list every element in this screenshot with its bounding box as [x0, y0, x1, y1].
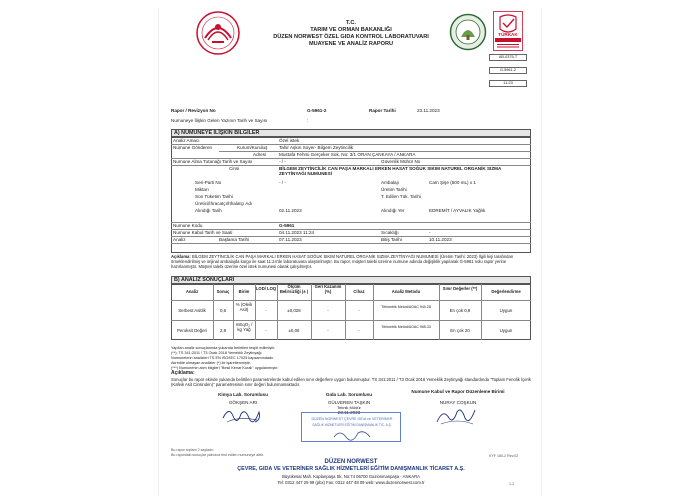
sample-code-value: G-5961: [279, 223, 295, 228]
sig2-sub: Teknik Müdür: [337, 405, 361, 410]
accept-value: 04.11.2023 11:24: [279, 230, 315, 235]
row1-analysis: Serbest Asitlik: [178, 308, 206, 313]
row2-device: -: [358, 328, 360, 333]
package-value: Cam Şişe (500 mL) x 1: [429, 180, 476, 185]
temperature-label: Sıcaklığı: [381, 230, 399, 235]
footer-address: Büyükesat Mah. Kaplanpaşa Sk. No:74 06700 Gaziosmanpaşa - ANKARA: [282, 474, 420, 479]
col-evaluation: Değerlendirme: [491, 289, 521, 294]
signature-1-icon: [221, 404, 265, 426]
revision-value: G-5961-2: [307, 108, 327, 113]
end-date-value: 10.11.2023: [429, 237, 452, 242]
note-2: (**): TS 341:2011 / T3 Ocak 2018 Yemeklik Zeytinyağı: [171, 351, 262, 355]
signature-3-icon: [433, 404, 479, 428]
lot-label: Seri-Parti No: [195, 180, 222, 185]
row1-limit: En çok 0,8: [449, 308, 471, 313]
header-country: T.C.: [346, 20, 356, 26]
header-lab: DÜZEN NORWEST ÖZEL GIDA KONTROL LABORATUVARI: [273, 34, 429, 40]
start-date-label: Başlama Tarihi: [219, 237, 250, 242]
section-a-title: A) NUMUNEYE İLİŞKİN BİLGİLER: [171, 129, 531, 137]
row2-analysis: Peroksit Değeri: [176, 328, 207, 333]
row2-unit: mEqO₂ / kg Yağ: [235, 322, 253, 332]
row2-lod: -: [265, 328, 267, 333]
ref-number-2: 11-23: [489, 80, 527, 87]
col-method: Analiz Metodu: [391, 289, 421, 294]
sig3-title: Numune Kabul ve Rapor Düzenleme Birimi: [411, 389, 505, 394]
received-date-label: Alındığı Tarih: [195, 208, 222, 213]
col-lod: LOD/ LOQ: [255, 286, 277, 291]
row2-evaluation: Uygun: [499, 328, 513, 333]
row1-device: -: [358, 308, 360, 313]
row1-recovery: -: [327, 308, 329, 313]
request-value: :: [307, 118, 309, 123]
expiry-label: Son Tüketim Tarihi: [195, 194, 233, 199]
accreditation-code: AB-0375-T: [489, 54, 527, 61]
stamp-line-1: DÜZEN NORWEST ÇEVRE GIDA ve VETERİNER: [311, 417, 393, 421]
analysis-label: Analiz: [173, 237, 186, 242]
col-unit: Birim: [238, 289, 250, 294]
col-analysis: Analiz: [185, 289, 199, 294]
purpose-label: Analiz Amacı: [173, 138, 200, 143]
row2-limit: En çok 20: [450, 328, 470, 333]
row2-result: 2,9: [219, 328, 227, 333]
origin-value: EDREMİT / AYVALIK Yağlık: [429, 208, 486, 213]
row1-uncertainty: ±0,028: [287, 308, 301, 313]
explanation-text: BİLGEM ZEYTİNCİLİK CAN PAŞA MARKALI ERKEN HASAT SOĞUK SIKIM NATUREL ORGANİK SIZMA ZEYTİNYAĞI NUMUNESİ (Üretim Tarihi: 2023) İlgili kişi tarafından örneklendirilmiş ve orijinal ambalajda kargo ile saat 11:24'de laboratuvara ulaştırılmıştır. Bu rapor, müşteri talebi üzerine numune adında değişiklik yapılarak G-5961 nolu rapor yerine hazırlanmıştır. Müşteri talebi üzerine özel istek numunesi olarak çalışılmıştır.: [171, 254, 514, 269]
row2-recovery: -: [327, 328, 329, 333]
footer-brand: DÜZEN NORWEST: [324, 459, 378, 465]
package-label: Ambalajı: [381, 180, 399, 185]
sig2-title: Gıda Lab. Sorumlusu: [325, 392, 373, 397]
type-value: BİLGEM ZEYTİNCİLİK CAN PAŞA MARKALI ERKEN HASAT SOĞUK SIKIM NATUREL ORGANİK SIZMA ZEYTİNYAĞI NUMUNESİ: [279, 166, 502, 177]
row2-method: Titrimetrik Metod/AOAC 965.33: [381, 325, 431, 329]
address-sublabel: Adresi: [253, 152, 267, 157]
col-device: Cihaz: [353, 289, 365, 294]
production-date-label: Üretim Tarihi: [381, 187, 407, 192]
row1-evaluation: Uygun: [499, 308, 513, 313]
request-label: Numuneye İlişkin Gelen Yazının Tarih ve Sayısı: [171, 118, 268, 123]
security-seal-label: Güvenlik Mühür No: [381, 159, 421, 164]
footer-page-number: 1-2: [509, 482, 515, 486]
conclusion-label: Açıklama:: [171, 370, 195, 376]
col-uncertainty: Ölçüm Belirsizliği (± ): [279, 284, 309, 294]
sender-label: Numune Gönderen: [173, 145, 213, 150]
stamp-signature-icon: [332, 427, 372, 441]
company-stamp: [301, 412, 401, 442]
sender-sublabel: Kurum/Kuruluş: [237, 145, 268, 150]
footer-form-code: KYF 180-2 Rev.02: [489, 454, 519, 458]
report-date-value: 23.11.2023: [417, 108, 440, 113]
sig1-title: Kimya Lab. Sorumlusu: [218, 392, 268, 397]
row2-uncertainty: ±0,06: [288, 328, 300, 333]
row1-method: Titrimetrik Metod/AOAC 940.28: [381, 305, 431, 309]
received-date-value: 02.11.2023: [279, 208, 302, 213]
address-value: Mustafa Fehmi Gerçeker Sok. No: 3/1 ORAN ÇANKAYA / ANKARA: [279, 152, 416, 157]
row1-result: 0,6: [219, 308, 227, 313]
lot-value: - / -: [279, 180, 286, 185]
start-date-value: 07.11.2023: [279, 237, 302, 242]
purpose-value: Özel istek: [279, 138, 300, 143]
note-5: (***) Numunenin alım bilgileri "Besil Kenar Kuralı" uygulanmıştır.: [171, 366, 279, 370]
turkak-label: TÜRKAK: [498, 32, 518, 37]
sig2-date: 23.11.2023: [337, 410, 361, 415]
sample-code-label: Numune Kodu: [173, 223, 203, 228]
note-3: Numunelerin analizleri TS EN ISO/IEC 17025 kapsamındadır: [171, 356, 274, 360]
temperature-value: -: [429, 230, 431, 235]
footer-company: ÇEVRE, GIDA VE VETERİNER SAĞLIK HİZMETLERİ EĞİTİM DANIŞMANLIK TİCARET A.Ş.: [237, 466, 465, 472]
footer-page-note: Bu rapor toplam 2 sayfadır.: [171, 448, 215, 452]
row1-lod: -: [265, 308, 267, 313]
sampling-record-value: - / -: [279, 159, 286, 164]
header-ministry: TARIM VE ORMAN BAKANLIĞI: [310, 27, 392, 33]
note-4: Akredite olmayan analizler (*) ile işaretlenmiştir.: [171, 361, 251, 365]
col-result: Sonuç: [216, 289, 230, 294]
explanation-label: Açıklama:: [171, 254, 191, 259]
stamp-line-2: SAĞLIK HİZMETLERİ EĞİTİM DANIŞMANLIK TİC. A.Ş.: [312, 423, 392, 427]
col-limit: Sınır Değerler (**): [442, 286, 478, 291]
col-recovery: Geri Kazanım (%): [314, 284, 342, 294]
end-date-label: Bitiş Tarihi: [381, 237, 402, 242]
ref-number-1: G-5961-2: [489, 67, 527, 74]
origin-label: Alındığı Yer: [381, 208, 405, 213]
report-date-label: Rapor Tarihi: [369, 108, 396, 113]
conclusion-text: Sonuçlar bu rapor ekinde yukarıda belirtilen parametrelerde kabul edilen sınır değerlere uygun bulunmuştur. TS 341:2011 / T3 Ocak 2018 Yemeklik Zeytinyağı standardında "Toplam Fenolik İçerik (Kafeik Asit Cinsinden)" parametresinin sınır değeri bulunmamaktadır.: [171, 377, 531, 387]
row1-unit: % (Oleik Asit): [235, 302, 253, 312]
sig1-name: GÖKŞEN ARI: [228, 400, 258, 405]
explanation-block: [171, 254, 531, 269]
note-1: Yapılan analiz sonuçlarında yukarıda belirtilen tespit edilmiştir.: [171, 346, 276, 350]
section-b-title: B) ANALİZ SONUÇLARI: [171, 276, 531, 284]
revision-label: Rapor / Revizyon No: [171, 108, 216, 113]
header-report-title: MUAYENE VE ANALİZ RAPORU: [308, 41, 394, 47]
report-page: [158, 8, 542, 496]
quantity-label: Miktarı: [195, 187, 209, 192]
footer-contact: Tel: 0312 447 29 99 (pbx) Fax: 0312 447 48 09 web: www.duzennorwest.com.tr: [277, 480, 425, 485]
producer-label: Üretici/İhracatçı/İthalatçı Adı: [195, 201, 253, 206]
sender-value: Tahir Aşkın Soyer- Bilgem Zeytincilik: [279, 145, 354, 150]
sig3-name: NURAY COŞKUN: [439, 400, 477, 405]
sig2-name: GÜLVEREN TAŞKIN: [327, 400, 371, 405]
accept-label: Numune Kabul Tarih ve Saati: [173, 230, 233, 235]
sampling-record-label: Numune Alma Tutanağı Tarih ve Sayısı: [173, 159, 253, 164]
footer-copy-note: Bu rapordaki sonuçlar yalnızca test edilen numuneye aittir.: [171, 453, 264, 457]
type-label: Cinsi: [229, 166, 240, 171]
recommended-date-label: T. Edilen Tük. Tarihi: [381, 194, 421, 199]
